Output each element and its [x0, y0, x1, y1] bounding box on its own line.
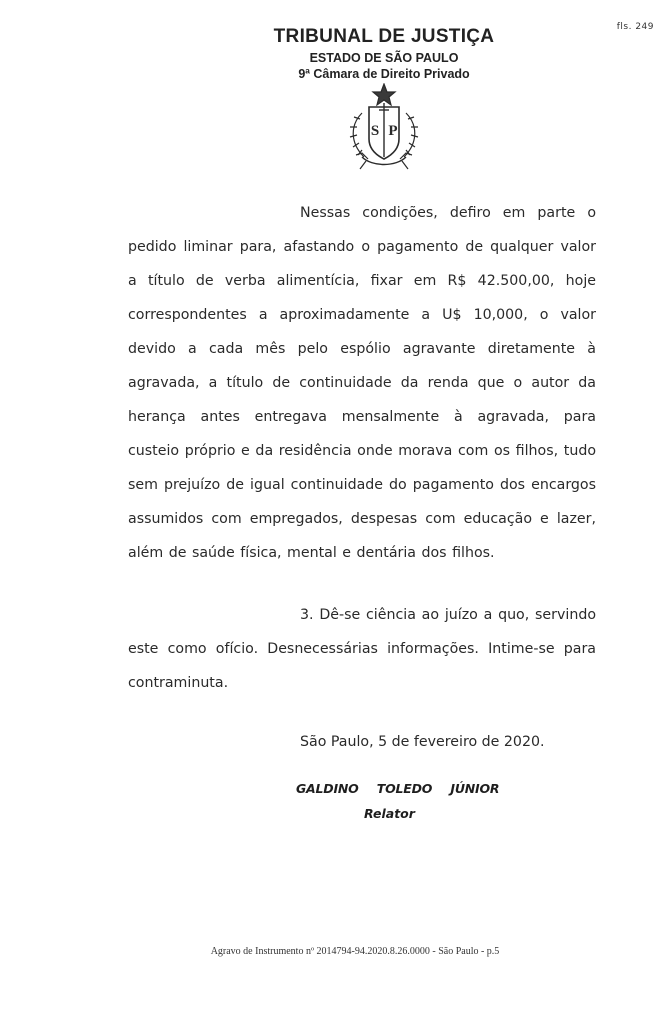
document-footer: Agravo de Instrumento nº 2014794-94.2020.8.26.0000 - São Paulo - p.5: [210, 946, 500, 957]
decision-body: [128, 196, 596, 700]
page-number: fls. 249: [616, 22, 654, 32]
signature-name: GALDINO TOLEDO JÚNIOR: [296, 781, 500, 796]
decision-date: São Paulo, 5 de fevereiro de 2020.: [300, 734, 545, 750]
court-name: TRIBUNAL DE JUSTIÇA: [273, 26, 495, 47]
emblem-letter-p: P: [388, 123, 398, 139]
chamber-name: 9ª Câmara de Direito Privado: [298, 67, 470, 81]
decision-paragraph: 3. Dê-se ciência ao juízo a quo, servindo este como ofício. Desnecessárias informações. Intime-se para contraminuta.: [128, 607, 596, 691]
emblem-letter-s: S: [370, 123, 380, 139]
state-name: ESTADO DE SÃO PAULO: [309, 51, 459, 65]
coat-of-arms-icon: [342, 83, 426, 171]
decision-paragraph: Nessas condições, defiro em parte o pedido liminar para, afastando o pagamento de qualquer valor a título de verba alimentícia, fixar em R$ 42.500,00, hoje correspondentes a aproximadamente a U$ 10,000, o valor devido a cada mês pelo espólio agravante diretamente à agravada, a título de continuidade da renda que o autor da herança antes entregava mensalmente à agravada, para custeio próprio e da residência onde morava com os filhos, tudo sem prejuízo de igual continuidade do pagamento dos encargos assumidos com empregados, despesas com educação e lazer, além de saúde física, mental e dentária dos filhos.: [128, 205, 596, 561]
signature-role: Relator: [364, 806, 415, 821]
